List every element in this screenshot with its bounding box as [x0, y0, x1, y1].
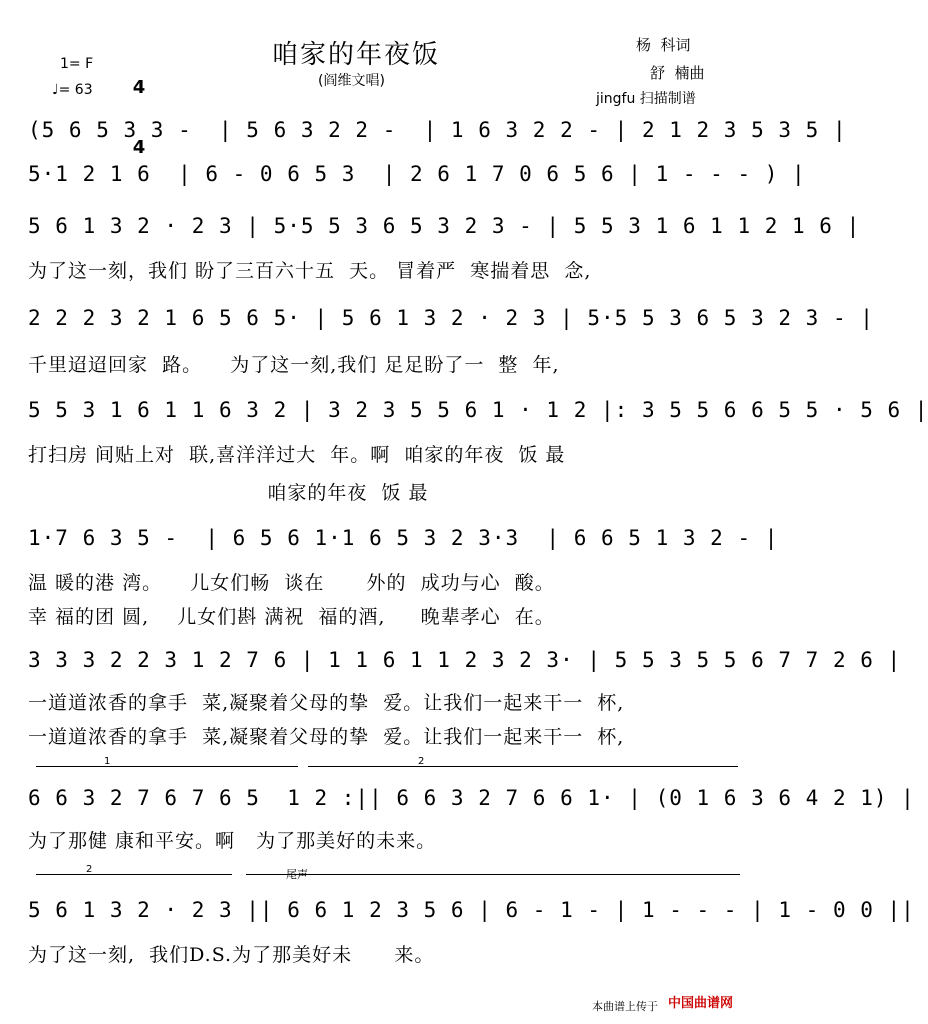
time-signature [128, 38, 150, 178]
lyric-line-5b: 咱家的年夜 饭 最 [28, 482, 429, 504]
lyric-line-8: 为了那健 康和平安。啊 为了那美好的未来。 [28, 830, 437, 852]
lyricist-credit: 杨 科词 [636, 36, 691, 54]
volta-2-repeat-bracket [36, 874, 232, 875]
coda-label: 尾声 [286, 868, 308, 881]
key-signature: 1= F [60, 56, 94, 72]
tempo-marking: ♩= 63 [52, 82, 93, 98]
notation-line-8: 6 6 3 2 7 6 7 6 5 1 2 :|| 6 6 3 2 7 6 6 1· | (0 1 6 3 6 4 2 1) | [28, 786, 915, 810]
volta-1-label: 1 [104, 756, 111, 767]
composer-credit: 舒 楠曲 [650, 64, 705, 82]
singer-credit: (阎维文唱) [318, 73, 385, 89]
lyric-line-4: 千里迢迢回家 路。 为了这一刻,我们 足足盼了一 整 年, [28, 354, 560, 376]
notation-line-6: 1·7 6 3 5 - | 6 5 6 1·1 6 5 3 2 3·3 | 6 6 5 1 3 2 - | [28, 526, 779, 550]
lyric-line-7b: 一道道浓香的拿手 菜,凝聚着父母的挚 爱。让我们一起来干一 杯, [28, 726, 625, 748]
notation-line-9: 5 6 1 3 2 · 2 3 || 6 6 1 2 3 5 6 | 6 - 1 - | 1 - - - | 1 - 0 0 || [28, 898, 915, 922]
volta-2-bracket [308, 766, 738, 767]
upload-note: 本曲谱上传于 [592, 1000, 658, 1013]
song-title: 咱家的年夜饭 [272, 40, 441, 70]
lyric-line-7a: 一道道浓香的拿手 菜,凝聚着父母的挚 爱。让我们一起来干一 杯, [28, 692, 625, 714]
notation-line-5: 5 5 3 1 6 1 1 6 3 2 | 3 2 3 5 5 6 1 · 1 2 |: 3 5 5 6 6 5 5 · 5 6 | [28, 398, 928, 422]
notation-line-4: 2 2 2 3 2 1 6 5 6 5· | 5 6 1 3 2 · 2 3 | 5·5 5 3 6 5 3 2 3 - | [28, 306, 874, 330]
notation-line-3: 5 6 1 3 2 · 2 3 | 5·5 5 3 6 5 3 2 3 - | 5 5 3 1 6 1 1 2 1 6 | [28, 214, 861, 238]
volta-2-label: 2 [418, 756, 425, 767]
lyric-line-6a: 温 暖的港 湾。 儿女们畅 谈在 外的 成功与心 酸。 [28, 572, 555, 594]
volta-1-bracket [36, 766, 298, 767]
lyric-line-9: 为了这一刻, 我们D.S.为了那美好未 来。 [28, 944, 435, 966]
notation-line-1: (5 6 5 3 3 - | 5 6 3 2 2 - | 1 6 3 2 2 - | 2 1 2 3 5 3 5 | [28, 118, 847, 142]
lyric-line-6b: 幸 福的团 圆, 儿女们斟 满祝 福的酒, 晚辈孝心 在。 [28, 606, 555, 628]
time-signature-top: 4 [132, 77, 146, 98]
time-signature-bottom: 4 [132, 137, 146, 158]
notation-line-7: 3 3 3 2 2 3 1 2 7 6 | 1 1 6 1 1 2 3 2 3· | 5 5 3 5 5 6 7 7 2 6 | [28, 648, 902, 672]
scanner-credit: jingfu 扫描制谱 [596, 91, 696, 107]
lyric-line-3: 为了这一刻，我们 盼了三百六十五 天。 冒着严 寒揣着思 念, [28, 260, 592, 282]
coda-bracket [246, 874, 740, 875]
notation-line-2: 5·1 2 1 6 | 6 - 0 6 5 3 | 2 6 1 7 0 6 5 6 | 1 - - - ) | [28, 162, 806, 186]
lyric-line-5a: 打扫房 间贴上对 联,喜洋洋过大 年。啊 咱家的年夜 饭 最 [28, 444, 566, 466]
site-logo: 中国曲谱网 [668, 996, 734, 1011]
volta-2-repeat-label: 2 [86, 864, 93, 875]
